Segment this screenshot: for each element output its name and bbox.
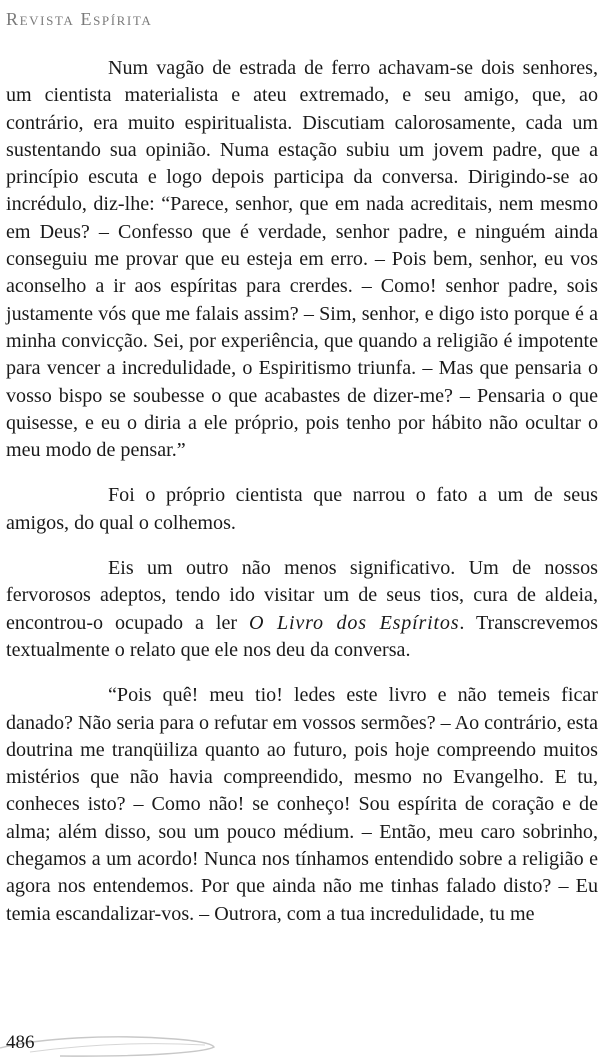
paragraph-source-note: Foi o próprio cientista que narrou o fato a um de seus amigos, do qual o colhemos. xyxy=(6,484,598,534)
running-head: Revista Espírita xyxy=(6,9,153,29)
paragraph-nephew-visit xyxy=(6,555,598,664)
body-text xyxy=(6,55,598,928)
paragraph-train-story: Num vagão de estrada de ferro achavam-se dois senhores, um cientista materialista e ateu extremado, e seu amigo, que, ao contrário, era muito espiritualista. Discutiam calorosamente, cada um sustentando sua opinião. Numa estação subiu um jovem padre, que a princípio escuta e logo depois participa da conversa. Dirigindo-se ao incrédulo, diz-lhe: “Parece, senhor, que em nada acreditais, nem mesmo em Deus? – Confesso que é verdade, senhor padre, e ninguém ainda conseguiu me provar que eu esteja em erro. – Pois bem, senhor, eu vos aconselho a ir aos espíritas para crerdes. – Como! senhor padre, sois justamente vós que me falais assim? – Sim, senhor, e digo isto porque é a minha convicção. Sei, por experiência, que quando a religião é impotente para vencer a incredulidade, o Espiritismo triunfa. – Mas que pensaria o vosso bispo se soubesse o que acabastes de dizer-me? – Pensaria o que quisesse, e eu o diria a ele próprio, pois tenho por hábito não ocultar o meu modo de pensar.” xyxy=(6,57,598,462)
paragraph-dialogue: “Pois quê! meu tio! ledes este livro e não temeis ficar danado? Não seria para o refutar em vossos sermões? – Ao contrário, esta doutrina me tranqüiliza quanto ao futuro, pois hoje compreendo muitos mistérios que não havia compreendido, mesmo no Evangelho. E tu, conheces isto? – Como não! se conheço! Sou espírita de coração e de alma; além disso, sou um pouco médium. – Então, meu caro sobrinho, chegamos a um acordo! Nunca nos tínhamos entendido sobre a religião e agora nos entendemos. Por que ainda não me tinhas falado disto? – Eu temia escandalizar-vos. – Outrora, com a tua incredulidade, tu me xyxy=(6,684,598,925)
paragraph-text-end: . Transcrevemos textualmente o relato que ele nos deu da conversa. xyxy=(6,611,598,661)
book-title: O Livro dos Espíritos xyxy=(248,611,460,634)
page-number: 486 xyxy=(6,1032,35,1053)
paragraph-text-start: Eis um outro não menos significativo. Um de nossos fervorosos adeptos, tendo ido visitar um de seus tios, cura de aldeia, encontrou-o ocupado a ler xyxy=(6,557,598,634)
